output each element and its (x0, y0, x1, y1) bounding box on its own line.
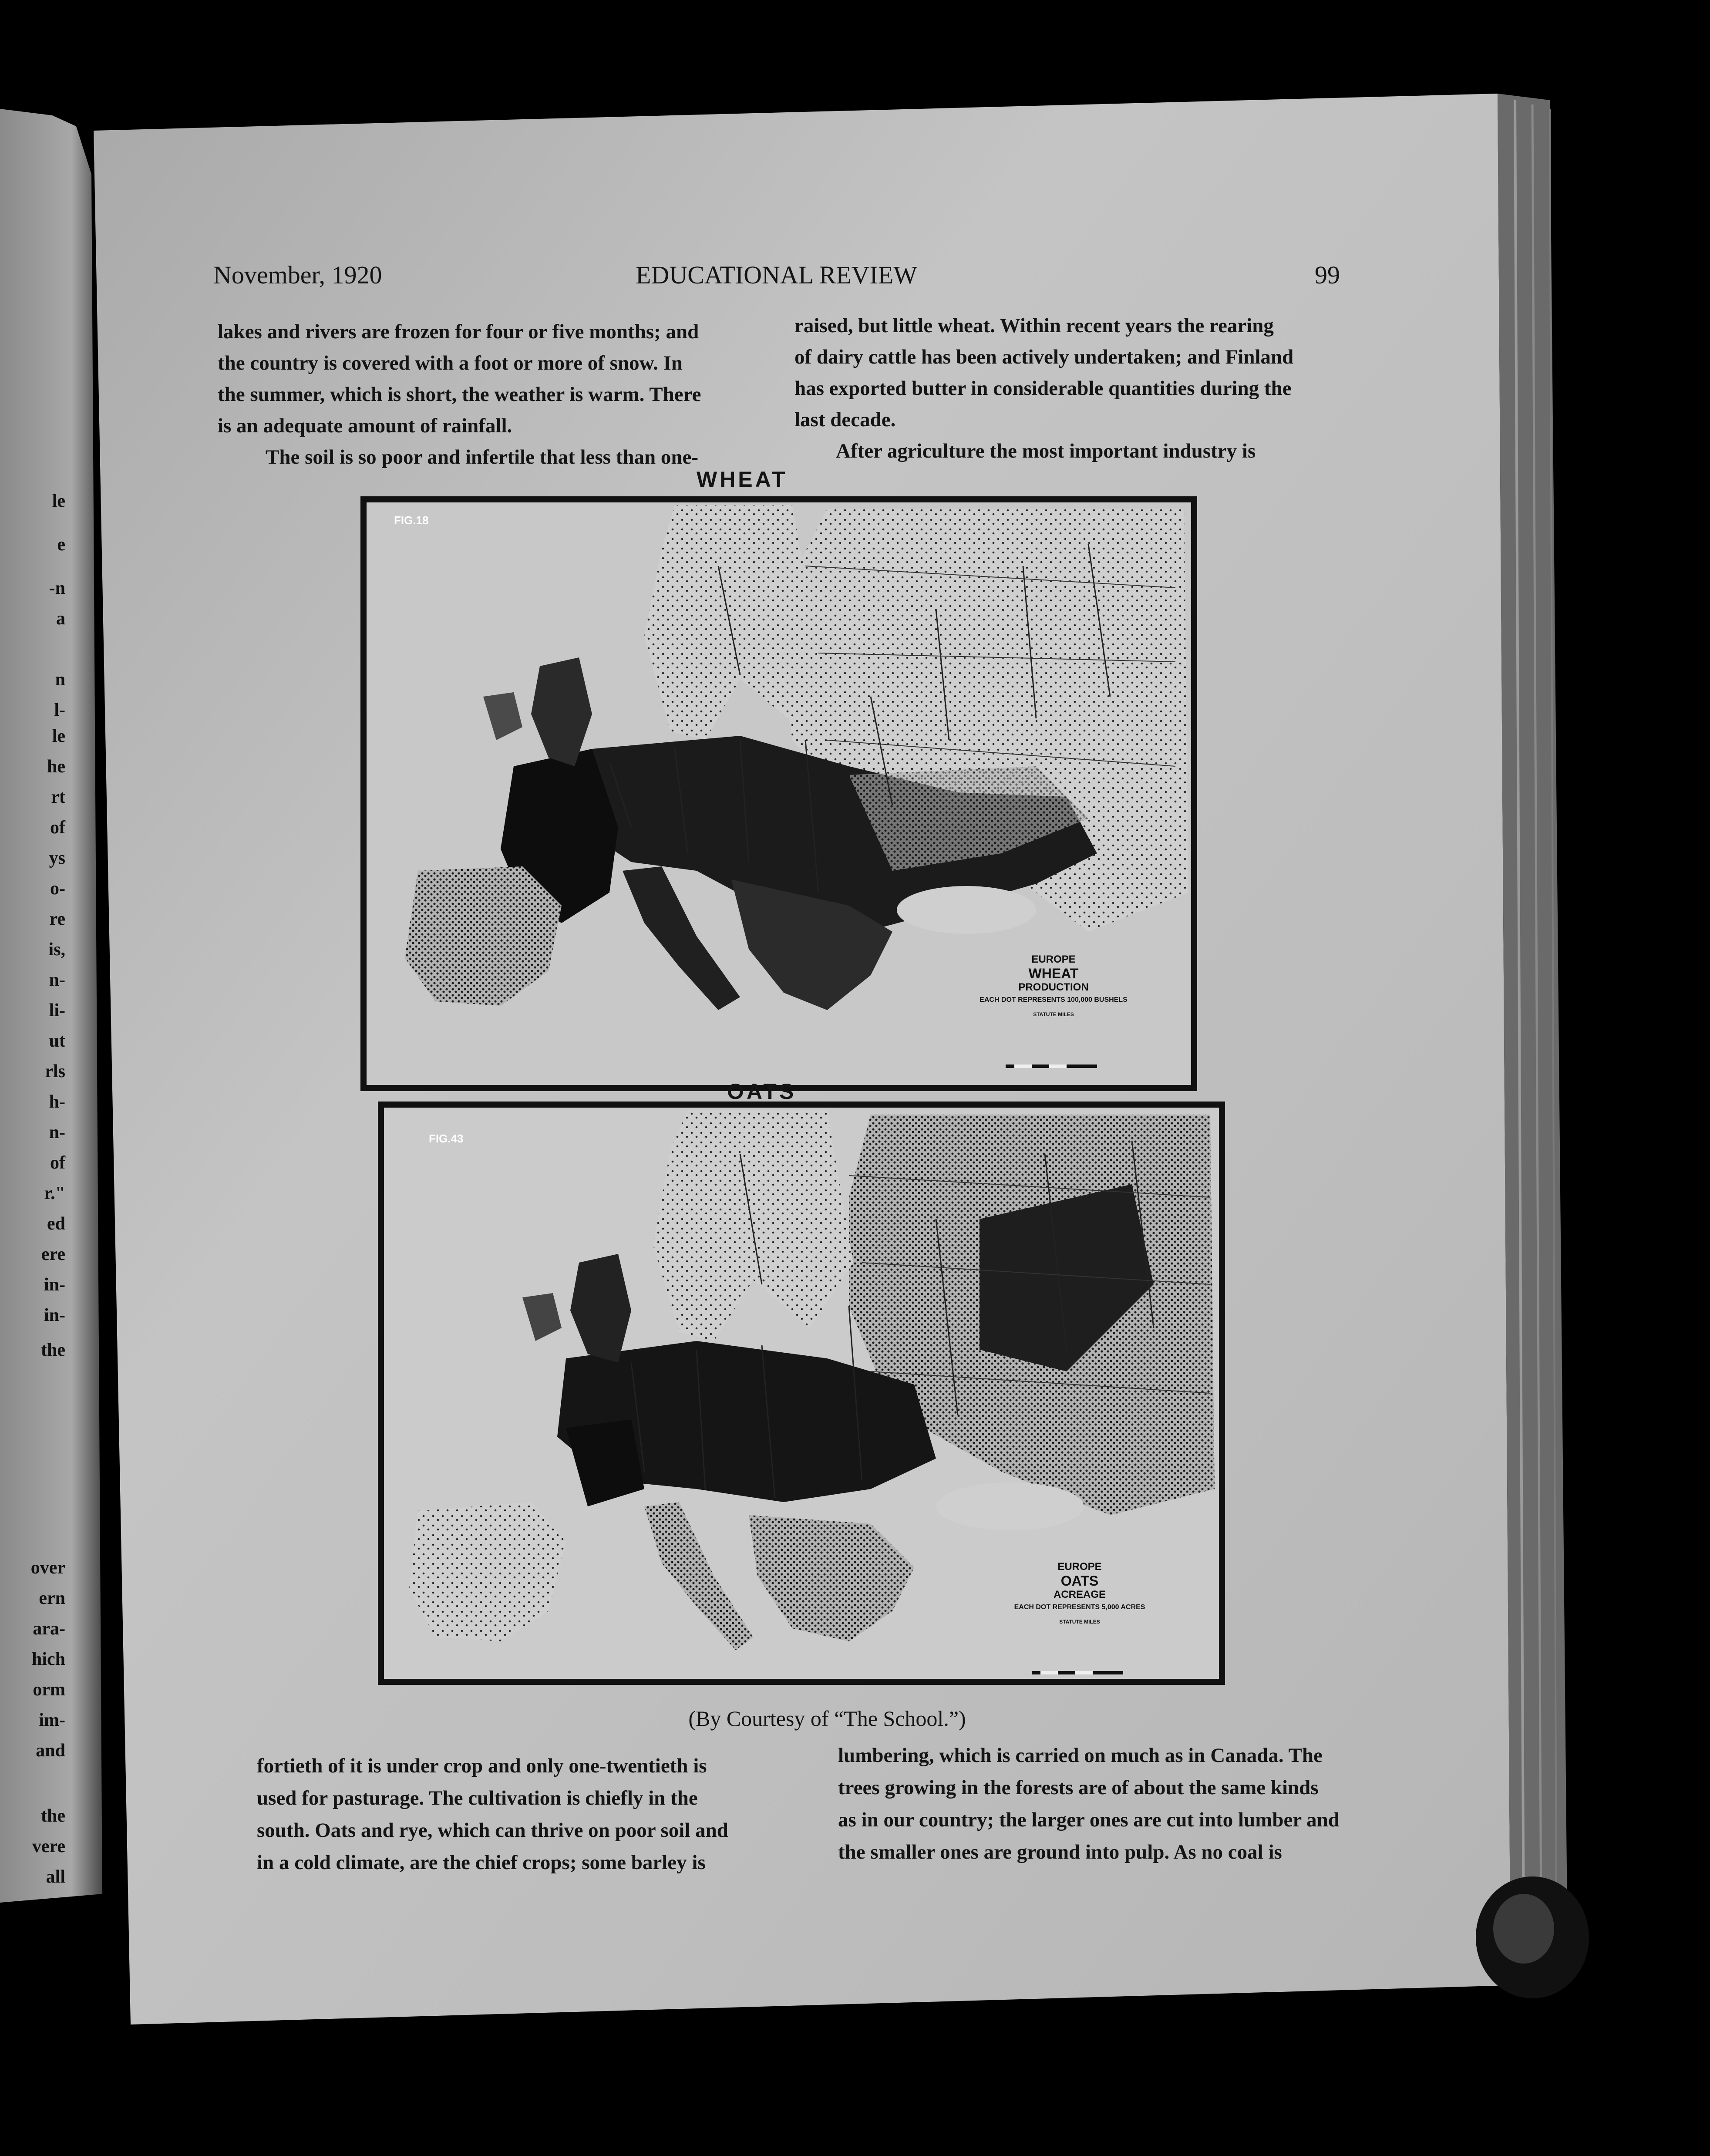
left-fragment: he (47, 757, 65, 777)
wheat-fig-label: FIG.18 (394, 514, 429, 527)
left-fragment: ara- (33, 1619, 65, 1639)
page-number: 99 (1315, 261, 1340, 289)
text-line: in a cold climate, are the chief crops; some barley is (257, 1851, 706, 1874)
text-line: used for pasturage. The cultivation is chiefly in the (257, 1787, 698, 1809)
left-fragment: re (49, 909, 65, 929)
text-line: the country is covered with a foot or more of snow. In (218, 352, 683, 374)
left-fragment: and (36, 1741, 65, 1761)
legend-crop: OATS (1060, 1573, 1099, 1589)
legend-note: EACH DOT REPRESENTS 5,000 ACRES (1014, 1603, 1145, 1611)
left-fragment: im- (39, 1710, 65, 1730)
text-line: of dairy cattle has been actively undertaken; and Finland (794, 346, 1294, 368)
left-fragment: the (41, 1806, 65, 1826)
left-fragment: in- (44, 1275, 65, 1295)
header-journal-title: EDUCATIONAL REVIEW (636, 261, 918, 289)
text-line: south. Oats and rye, which can thrive on poor soil and (257, 1819, 728, 1842)
left-fragment: orm (33, 1680, 65, 1700)
left-fragment: ys (49, 848, 65, 868)
scale-label: STATUTE MILES (1059, 1619, 1100, 1625)
text-line: lumbering, which is carried on much as in Canada. The (838, 1744, 1323, 1767)
text-line: raised, but little wheat. Within recent years the rearing (794, 314, 1274, 337)
left-fragment: le (52, 726, 65, 746)
left-fragment: -n (49, 578, 65, 598)
left-fragment: n- (49, 970, 65, 990)
legend-measure: ACREAGE (1053, 1589, 1106, 1601)
left-fragment: rt (51, 787, 65, 807)
left-fragment: of (50, 818, 65, 838)
left-fragment: in- (44, 1305, 65, 1325)
legend-measure: PRODUCTION (1018, 981, 1089, 994)
left-fragment: ed (47, 1214, 65, 1234)
left-fragment: over (30, 1558, 65, 1578)
left-fragment: a (56, 609, 65, 629)
left-fragment: le (52, 491, 65, 511)
header-date: November, 1920 (213, 261, 382, 289)
left-fragment: l- (54, 700, 65, 720)
oats-map-title: OATS (727, 1079, 797, 1104)
left-fragment: o- (50, 879, 65, 899)
legend-region: EUROPE (1057, 1561, 1102, 1573)
legend-crop: WHEAT (1028, 965, 1079, 981)
left-fragment: n- (49, 1122, 65, 1142)
left-fragment: ern (39, 1588, 65, 1608)
text-line: the summer, which is short, the weather is warm. There (218, 383, 701, 406)
left-fragment: of (50, 1153, 65, 1173)
left-fragment: e (57, 535, 65, 555)
text-line: as in our country; the larger ones are cut into lumber and (838, 1809, 1340, 1831)
left-fragment: vere (32, 1836, 65, 1856)
wheat-map-legend (949, 953, 1158, 1018)
wheat-map-title: WHEAT (697, 467, 788, 492)
left-fragment: all (46, 1867, 65, 1887)
text-line: fortieth of it is under crop and only one-twentieth is (257, 1755, 707, 1777)
text-line: the smaller ones are ground into pulp. As no coal is (838, 1841, 1282, 1863)
left-fragment: rls (45, 1061, 65, 1081)
left-fragment: the (41, 1340, 65, 1360)
left-fragment: ut (49, 1031, 65, 1051)
left-fragment: li- (49, 1001, 65, 1021)
legend-region: EUROPE (1031, 953, 1076, 965)
oats-map-legend (975, 1561, 1184, 1625)
text-line: is an adequate amount of rainfall. (218, 414, 512, 437)
left-fragment: n (55, 670, 65, 690)
text-line: The soil is so poor and infertile that less than one- (266, 446, 699, 468)
text-line: last decade. (794, 408, 896, 431)
left-fragment: hich (31, 1649, 65, 1669)
text-line: lakes and rivers are frozen for four or five months; and (218, 320, 699, 343)
oats-fig-label: FIG.43 (429, 1132, 464, 1145)
left-fragment: h- (49, 1092, 65, 1112)
figure-caption: (By Courtesy of “The School.”) (688, 1706, 966, 1731)
legend-note: EACH DOT REPRESENTS 100,000 BUSHELS (980, 996, 1128, 1004)
text-line: trees growing in the forests are of about the same kinds (838, 1776, 1319, 1799)
left-fragment: r." (44, 1183, 65, 1203)
scale-label: STATUTE MILES (1033, 1011, 1074, 1018)
left-fragment: ere (41, 1244, 65, 1264)
left-fragment: is, (48, 940, 65, 960)
text-line: After agriculture the most important industry is (836, 440, 1256, 462)
text-line: has exported butter in considerable quantities during the (794, 377, 1292, 400)
